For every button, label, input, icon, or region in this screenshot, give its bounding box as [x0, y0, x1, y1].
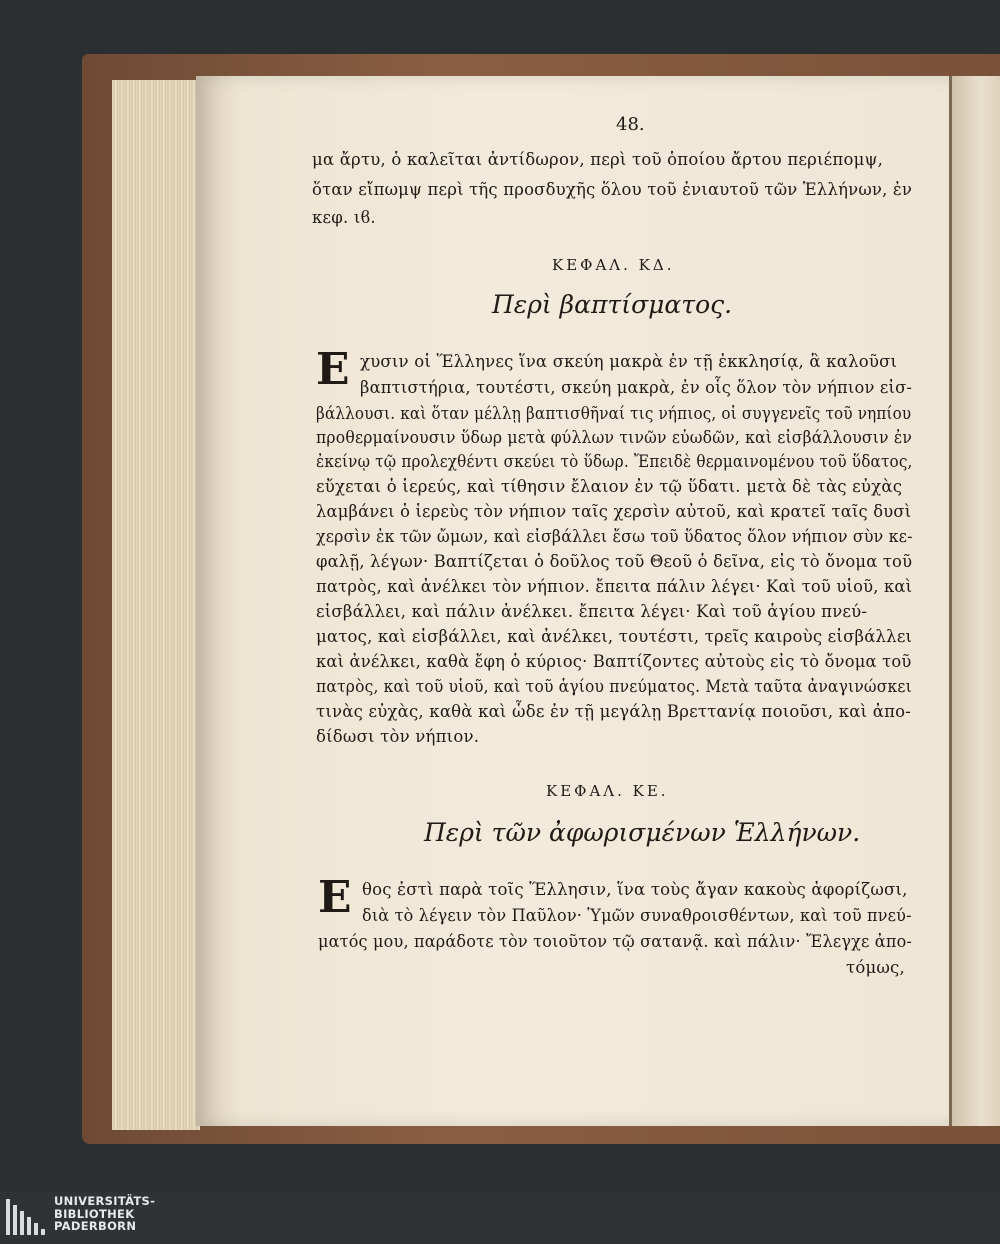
library-logo-icon [6, 1197, 46, 1237]
chapter-title: Περὶ βαπτίσματος. [492, 290, 733, 319]
text-line: πατρὸς, καὶ τοῦ υἱοῦ, καὶ τοῦ ἁγίου πνεύματος. Μετὰ ταῦτα ἀναγινώσκει [316, 677, 912, 696]
text-line: θος ἐστὶ παρὰ τοῖς Ἕλλησιν, ἵνα τοὺς ἄγαν κακοὺς ἀφορίζωσι, [362, 880, 908, 899]
text-line: βάλλουσι. καὶ ὅταν μέλλῃ βαπτισθῆναί τις νήπιος, οἱ συγγενεῖς τοῦ νηπίου [316, 404, 912, 423]
text-line: μα ἄρτυ, ὁ καλεῖται ἀντίδωρον, περὶ τοῦ ὁποίου ἄρτου περιέπομψ, [312, 150, 884, 169]
text-line: εὔχεται ὁ ἱερεύς, καὶ τίθησιν ἔλαιον ἐν τῷ ὕδατι. μετὰ δὲ τὰς εὐχὰς [316, 477, 903, 496]
book-page [196, 76, 950, 1126]
text-line: κεφ. ιϐ. [312, 208, 376, 227]
text-line: ἐκείνῳ τῷ προλεχθέντι σκεύει τὸ ὕδωρ. Ἔπειδὲ θερμαινομένου τοῦ ὕδατος, [316, 452, 913, 471]
library-name [54, 1195, 155, 1233]
library-name-line: BIBLIOTHEK [54, 1206, 135, 1221]
text-line: διὰ τὸ λέγειν τὸν Παῦλον· Ὑμῶν συναθροισθέντων, καὶ τοῦ πνεύ- [362, 906, 912, 925]
text-line: φαλῇ, λέγων· Βαπτίζεται ὁ δοῦλος τοῦ Θεοῦ ὁ δεῖνα, εἰς τὸ ὄνομα τοῦ [316, 552, 913, 571]
text-line: λαμβάνει ὁ ἱερεὺς τὸν νήπιον ταῖς χερσὶν αὐτοῦ, καὶ κρατεῖ ταῖς δυσὶ [316, 502, 912, 521]
library-footer [0, 1192, 1000, 1244]
text-line: δίδωσι τὸν νήπιον. [316, 727, 480, 746]
library-name-line: UNIVERSITÄTS- [54, 1194, 156, 1208]
chapter-title: Περὶ τῶν ἀφωρισμένων Ἑλλήνων. [424, 818, 861, 847]
page-number: 48. [616, 114, 645, 135]
text-line: ματος, καὶ εἰσβάλλει, καὶ ἀνέλκει, τουτέστι, τρεῖς καιροὺς εἰσβάλλει [316, 627, 913, 646]
text-line: καὶ ἀνέλκει, καθὰ ἔφη ὁ κύριος· Βαπτίζοντες αὐτοὺς εἰς τὸ ὄνομα τοῦ [316, 652, 912, 671]
drop-cap: Ε [318, 872, 352, 923]
facing-page-edge [952, 76, 1000, 1126]
text-line: τόμως, [846, 958, 905, 977]
page-edges [112, 80, 200, 1130]
text-line: εἰσβάλλει, καὶ πάλιν ἀνέλκει. ἔπειτα λέγει· Καὶ τοῦ ἁγίου πνεύ- [316, 602, 868, 621]
text-line: προθερμαίνουσιν ὕδωρ μετὰ φύλλων τινῶν εὐωδῶν, καὶ εἰσβάλλουσιν ἐν [316, 428, 913, 447]
text-line: τινὰς εὐχὰς, καθὰ καὶ ὧδε ἐν τῇ μεγάλῃ Βρεττανίᾳ ποιοῦσι, καὶ ἀπο- [316, 702, 912, 721]
chapter-label: ΚΕΦΑΛ. ΚΔ. [552, 256, 675, 274]
text-line: ὅταν εἴπωμψ περὶ τῆς προσδυχῆς ὅλου τοῦ ἐνιαυτοῦ τῶν Ἑλλήνων, ἐν [312, 180, 913, 199]
chapter-label: ΚΕΦΑΛ. ΚΕ. [546, 782, 669, 800]
text-line: χερσὶν ἐκ τῶν ὤμων, καὶ εἰσβάλλει ἔσω τοῦ ὕδατος ὅλον νήπιον σὺν κε- [316, 527, 913, 546]
text-line: χυσιν οἱ Ἕλληνες ἵνα σκεύη μακρὰ ἐν τῇ ἐκκλησίᾳ, ἃ καλοῦσι [360, 352, 898, 371]
text-line: πατρὸς, καὶ ἀνέλκει τὸν νήπιον. ἔπειτα πάλιν λέγει· Καὶ τοῦ υἱοῦ, καὶ [316, 577, 913, 596]
library-name-line: PADERBORN [54, 1219, 137, 1233]
text-line: βαπτιστήρια, τουτέστι, σκεύη μακρὰ, ἐν οἷς ὅλον τὸν νήπιον εἰσ- [360, 378, 913, 397]
text-line: ματός μου, παράδοτε τὸν τοιοῦτον τῷ σατανᾷ. καὶ πάλιν· Ἔλεγχε ἀπο- [318, 932, 913, 951]
drop-cap: Ε [316, 344, 350, 395]
